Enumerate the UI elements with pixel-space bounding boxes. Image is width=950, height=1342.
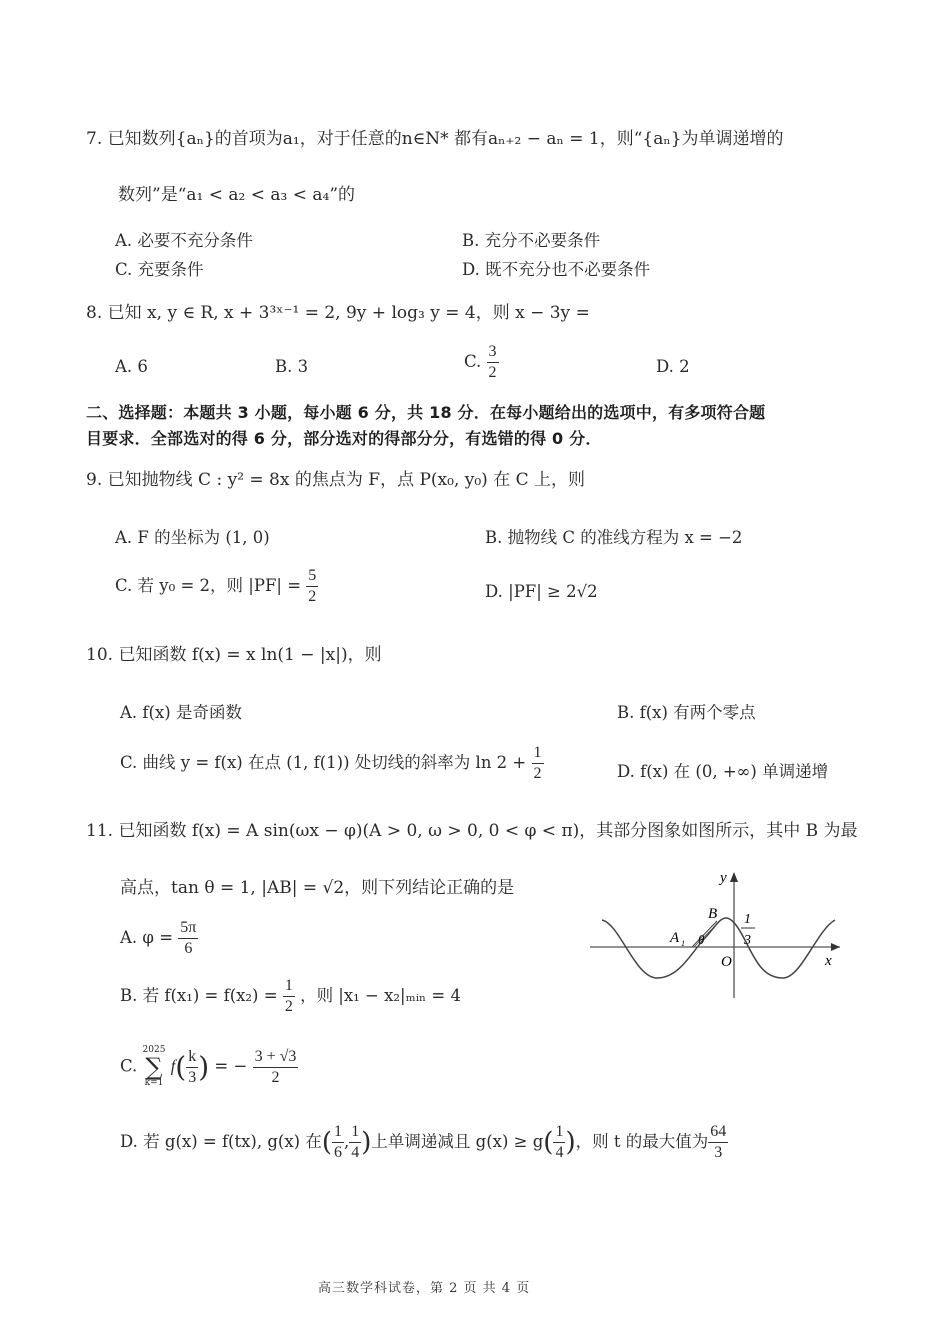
paren-close: ) bbox=[361, 1127, 372, 1158]
option-text: 若 f(x₁) = f(x₂) = bbox=[142, 986, 278, 1005]
option-label: A. bbox=[120, 703, 138, 722]
option-label: A. bbox=[120, 928, 138, 947]
sine-curve bbox=[602, 918, 835, 978]
paren-close: ) bbox=[565, 1127, 576, 1158]
option-text: |PF| ≥ 2√2 bbox=[508, 582, 598, 601]
q10-text: 已知函数 f(x) = x ln(1 − |x|)，则 bbox=[118, 645, 382, 665]
option-text-tail: ，则 |x₁ − x₂|ₘᵢₙ = 4 bbox=[300, 986, 461, 1005]
q11-option-c[interactable] bbox=[120, 1046, 298, 1088]
q11-number: 11. bbox=[86, 821, 114, 841]
q8-option-c[interactable] bbox=[464, 344, 499, 381]
option-text: 充要条件 bbox=[137, 260, 204, 279]
q11-stem-line1 bbox=[86, 816, 858, 841]
option-label: D. bbox=[120, 1132, 138, 1151]
paren-open: ( bbox=[543, 1127, 554, 1158]
function-name: f bbox=[170, 1056, 176, 1076]
option-text: 曲线 y = f(x) 在点 (1, f(1)) 处切线的斜率为 ln 2 + bbox=[142, 753, 527, 772]
q11-stem-line2: 高点，tan θ = 1, |AB| = √2，则下列结论正确的是 bbox=[120, 878, 515, 898]
point-a-subscript: 1 bbox=[681, 939, 685, 948]
section2-instructions-line1: 二、选择题：本题共 3 小题，每小题 6 分，共 18 分．在每小题给出的选项中，有多项符合题 bbox=[86, 403, 766, 422]
q7-text-1: 已知数列{aₙ}的首项为a₁，对于任意的n∈N* 都有aₙ₊₂ − aₙ = 1，则“{aₙ}为单调递增的 bbox=[107, 129, 784, 149]
q10-option-c[interactable] bbox=[120, 745, 544, 782]
point-b-label: B bbox=[708, 906, 718, 922]
paren-open: ( bbox=[321, 1127, 332, 1158]
origin-label: O bbox=[721, 954, 732, 970]
q8-option-a[interactable] bbox=[115, 357, 148, 376]
option-text: 既不充分也不必要条件 bbox=[485, 260, 651, 279]
sigma-symbol: ∑ bbox=[145, 1053, 163, 1081]
option-label: C. bbox=[120, 1056, 138, 1076]
fraction: $\frac{1}{4}$ bbox=[351, 1123, 360, 1161]
q10-option-b[interactable] bbox=[617, 699, 756, 723]
paren-open: ( bbox=[175, 1050, 187, 1084]
x-axis-label: x bbox=[825, 953, 832, 969]
q9-stem bbox=[86, 465, 585, 490]
option-text: 6 bbox=[137, 357, 148, 376]
q9-number: 9. bbox=[86, 470, 103, 490]
q10-stem bbox=[86, 640, 382, 665]
option-label: D. bbox=[485, 582, 503, 601]
tick-denominator: 3 bbox=[744, 933, 751, 948]
fraction: $\frac{5}{2}$ bbox=[308, 567, 317, 605]
option-label: C. bbox=[464, 352, 482, 371]
option-label: C. bbox=[115, 260, 133, 279]
q7-option-d[interactable] bbox=[462, 256, 650, 280]
q9-option-c[interactable] bbox=[115, 568, 318, 605]
fraction: $\frac{1}{4}$ bbox=[555, 1123, 564, 1161]
option-text: 若 y₀ = 2，则 |PF| = bbox=[137, 576, 302, 595]
fraction: $\frac{3 + √3}{2}$ bbox=[254, 1047, 297, 1086]
y-axis-label: y bbox=[720, 870, 727, 886]
option-text: 必要不充分条件 bbox=[137, 231, 253, 250]
fraction: $\frac{k}{3}$ bbox=[188, 1047, 197, 1086]
segment-ab bbox=[692, 921, 717, 947]
option-label: B. bbox=[120, 986, 138, 1005]
option-label: A. bbox=[115, 528, 133, 547]
option-text: f(x) 有两个零点 bbox=[639, 703, 756, 722]
q9-option-a[interactable] bbox=[115, 524, 270, 548]
q9-option-d[interactable] bbox=[485, 582, 598, 601]
q10-number: 10. bbox=[86, 645, 114, 665]
q9-option-b[interactable] bbox=[485, 524, 742, 548]
option-text: 若 g(x) = f(tx), g(x) 在 bbox=[143, 1132, 322, 1151]
page-footer: 高三数学科试卷，第 2 页 共 4 页 bbox=[318, 1281, 531, 1296]
q8-stem bbox=[86, 298, 590, 323]
q8-number: 8. bbox=[86, 303, 103, 323]
option-label: B. bbox=[462, 231, 480, 250]
fraction: $\frac{64}{3}$ bbox=[710, 1123, 727, 1161]
option-text: φ = bbox=[142, 928, 174, 947]
option-text: F 的坐标为 (1, 0) bbox=[137, 528, 270, 547]
q11-text-1: 已知函数 f(x) = A sin(ωx − φ)(A > 0, ω > 0, 0 < φ < π)，其部分图象如图所示，其中 B 为最 bbox=[118, 821, 858, 841]
q11-option-a[interactable] bbox=[120, 920, 198, 957]
q10-option-d[interactable] bbox=[617, 758, 828, 782]
option-label: A. bbox=[115, 231, 133, 250]
option-label: B. bbox=[617, 703, 635, 722]
section2-instructions-line2: 目要求．全部选对的得 6 分，部分选对的得部分分，有选错的得 0 分． bbox=[86, 429, 602, 448]
option-label: C. bbox=[115, 576, 133, 595]
option-text-tail: ，则 t 的最大值为 bbox=[575, 1132, 709, 1151]
option-label: C. bbox=[120, 753, 138, 772]
q8-option-d[interactable] bbox=[656, 357, 690, 376]
q7-stem-line2: 数列”是“a₁ < a₂ < a₃ < a₄”的 bbox=[118, 185, 356, 205]
theta-label: θ bbox=[698, 932, 705, 947]
option-text: 充分不必要条件 bbox=[484, 231, 601, 250]
option-text: 3 bbox=[297, 357, 309, 376]
option-text: 2 bbox=[679, 357, 690, 376]
q7-option-a[interactable] bbox=[115, 227, 253, 251]
option-label: D. bbox=[656, 357, 674, 376]
option-label: A. bbox=[115, 357, 133, 376]
option-label: B. bbox=[485, 528, 503, 547]
q11-option-d[interactable]: D. 若 g(x) = f(tx), g(x) 在( $\frac{1}{6}$ , $\frac{1}{4}$ )上单调递减且 g(x) ≥ g( $\frac{1}{4}$ )，则 t 的最大值为 $\frac{64}{3}$ bbox=[120, 1123, 727, 1161]
q10-option-a[interactable] bbox=[120, 699, 242, 723]
fraction: $\frac{1}{2}$ bbox=[284, 977, 293, 1015]
q11-option-b[interactable] bbox=[120, 978, 461, 1015]
q7-number: 7. bbox=[86, 129, 103, 149]
q8-text: 已知 x, y ∈ R, x + 3³ˣ⁻¹ = 2, 9y + log₃ y = 4，则 x − 3y = bbox=[107, 303, 590, 323]
option-text-mid: 上单调递减且 g(x) ≥ g bbox=[371, 1132, 544, 1151]
q7-stem-line1 bbox=[86, 124, 784, 149]
tick-numerator: 1 bbox=[744, 912, 751, 927]
sine-graph-figure bbox=[585, 868, 845, 1003]
option-label: B. bbox=[275, 357, 293, 376]
option-text: f(x) 在 (0, +∞) 单调递增 bbox=[640, 762, 829, 781]
q7-option-c[interactable] bbox=[115, 256, 204, 280]
y-axis-arrow-icon bbox=[730, 872, 738, 882]
option-text: 抛物线 C 的准线方程为 x = −2 bbox=[507, 528, 743, 547]
q7-option-b[interactable] bbox=[462, 227, 600, 251]
fraction: $\frac{5\pi}{6}$ bbox=[180, 919, 197, 957]
paren-close: ) bbox=[198, 1050, 210, 1084]
q9-text: 已知抛物线 C : y² = 8x 的焦点为 F，点 P(x₀, y₀) 在 C 上，则 bbox=[107, 470, 586, 490]
option-label: D. bbox=[462, 260, 480, 279]
summation: 2025 ∑ k=1 bbox=[142, 1045, 166, 1088]
equals: = − bbox=[214, 1056, 248, 1076]
option-text: f(x) 是奇函数 bbox=[142, 703, 242, 722]
q8-option-b[interactable] bbox=[275, 357, 308, 376]
fraction: $\frac{3}{2}$ bbox=[488, 343, 497, 381]
point-a-label: A bbox=[670, 930, 680, 946]
x-axis-arrow-icon bbox=[831, 943, 840, 951]
fraction: $\frac{1}{6}$ bbox=[334, 1123, 342, 1161]
option-label: D. bbox=[617, 762, 635, 781]
fraction: $\frac{1}{2}$ bbox=[533, 744, 542, 782]
